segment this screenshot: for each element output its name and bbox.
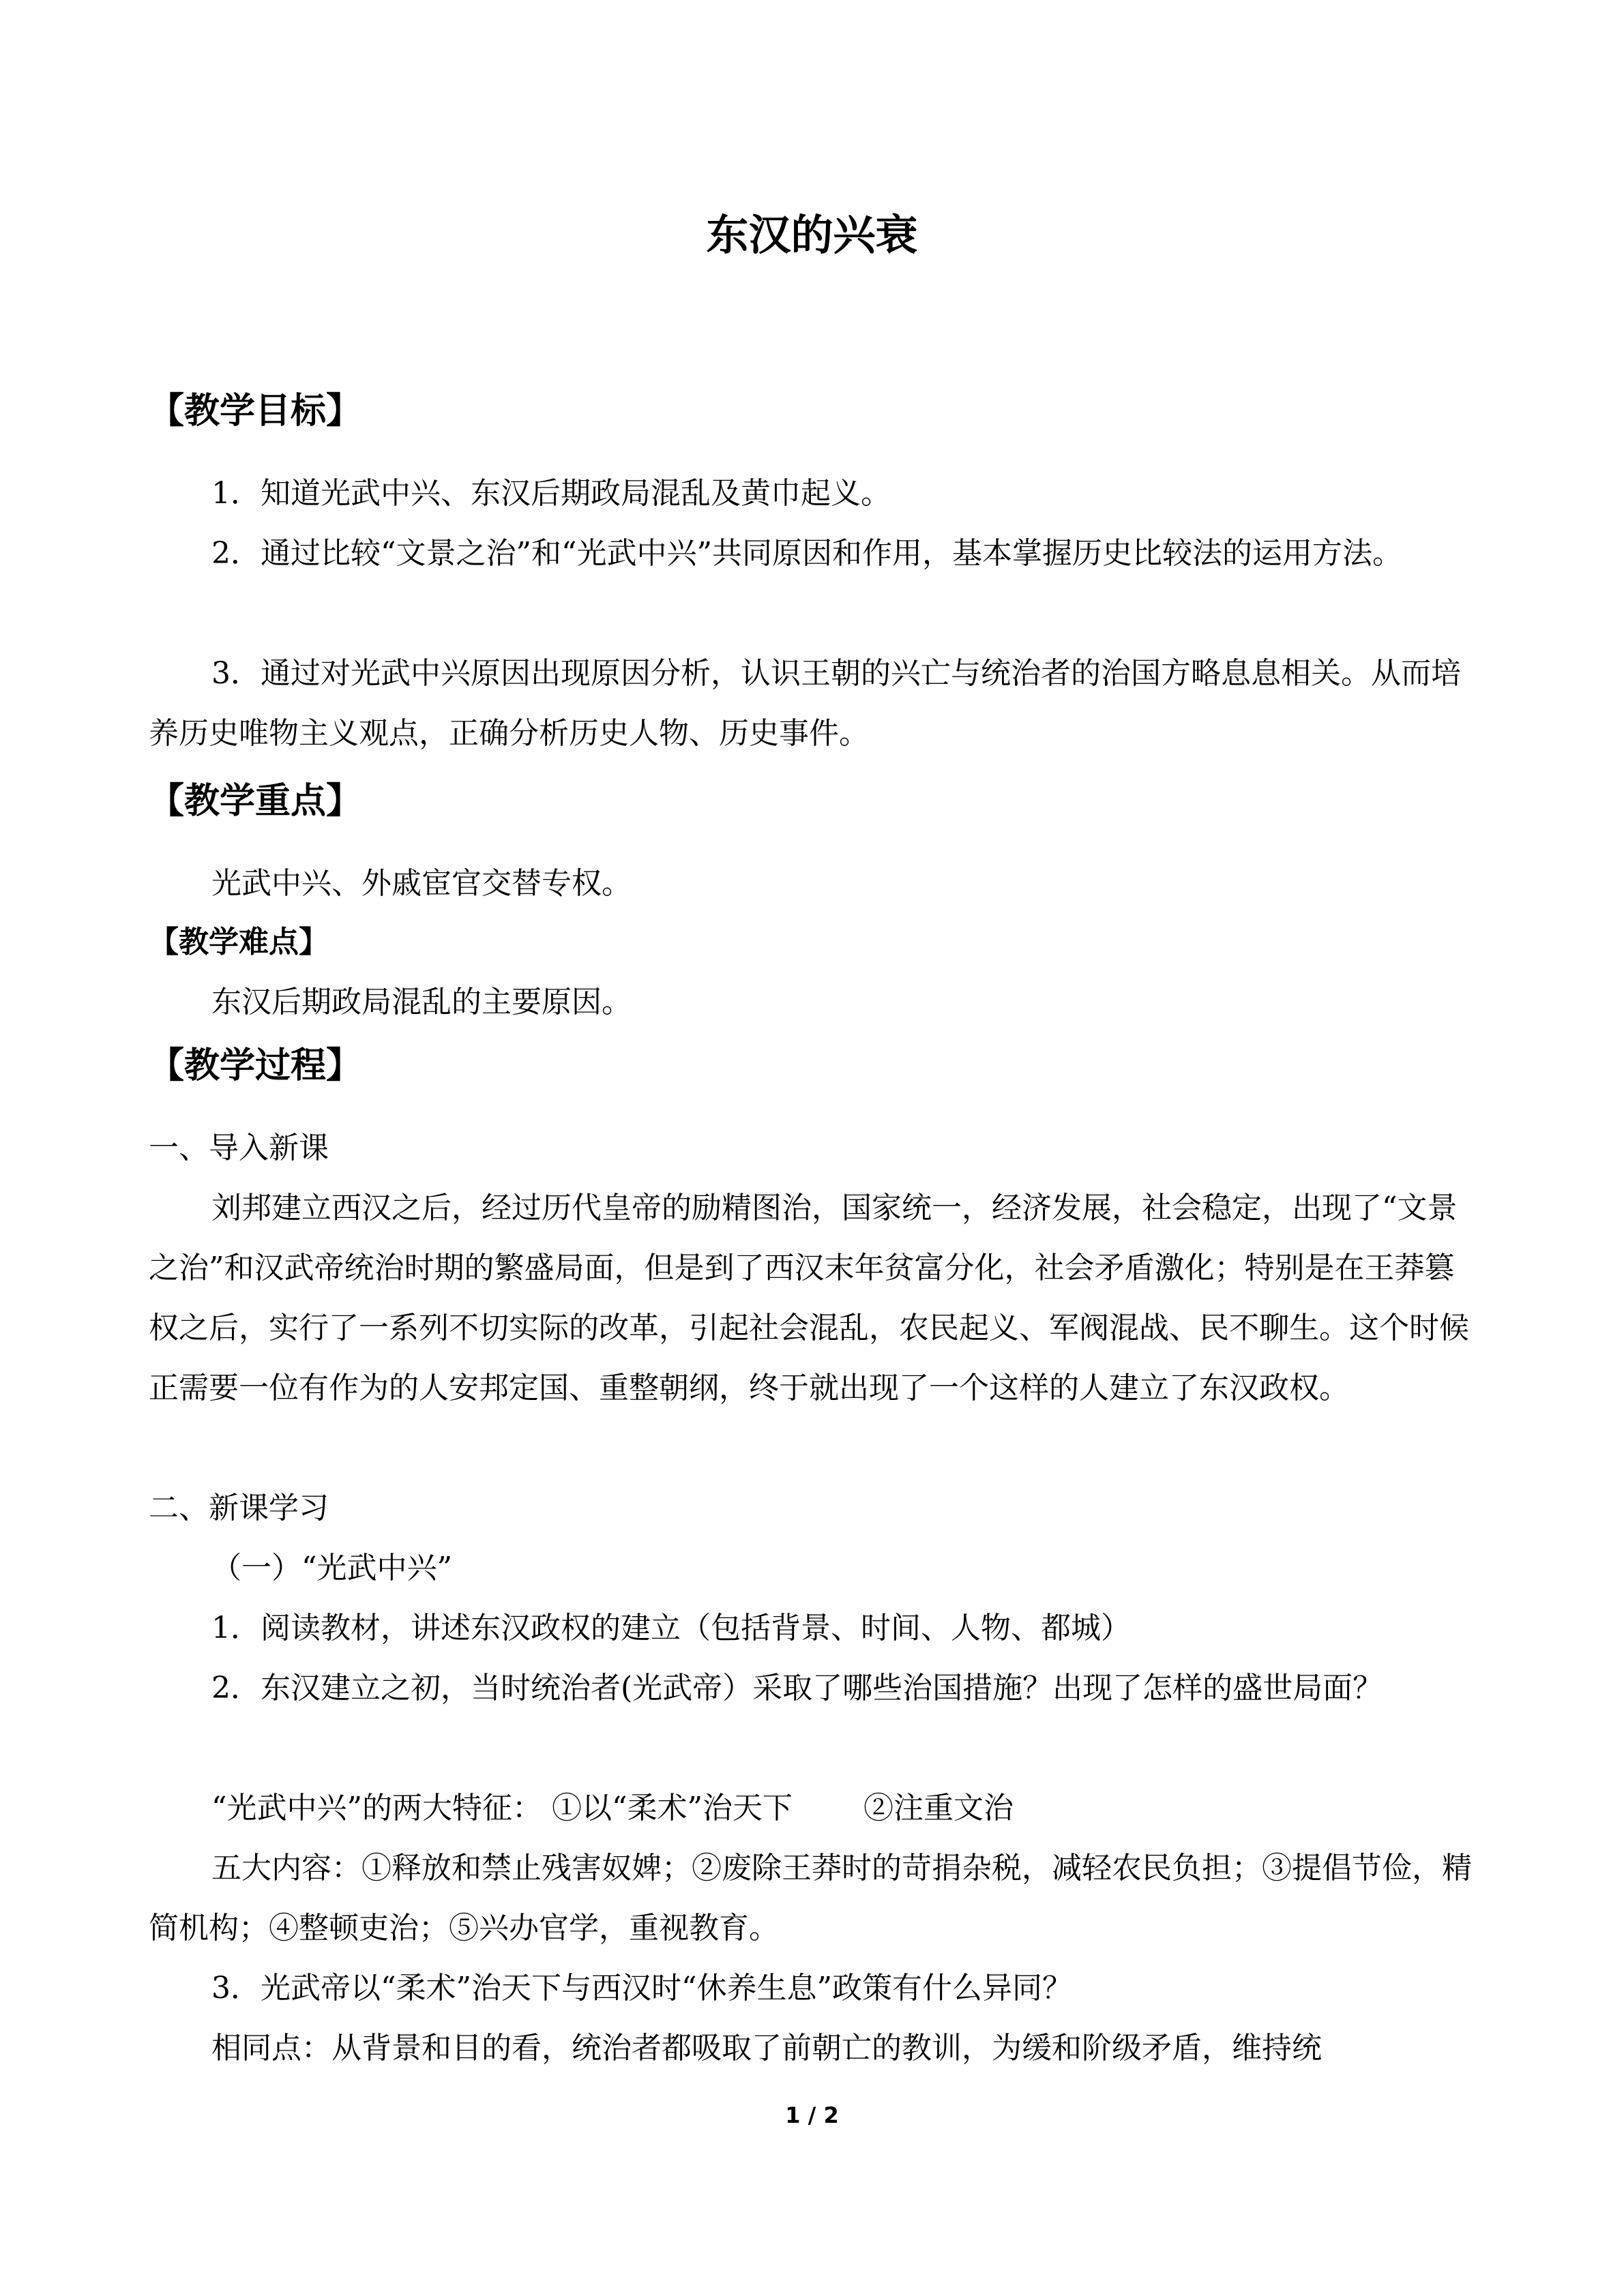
objective-item: 2．通过比较“文景之治”和“光武中兴”共同原因和作用，基本掌握历史比较法的运用方法。	[211, 536, 1402, 571]
similarity-text: 相同点：从背景和目的看，统治者都吸取了前朝亡的教训，为缓和阶级矛盾，维持统	[211, 2031, 1322, 2066]
new-lesson-heading: 二、新课学习	[149, 1491, 329, 1525]
feature-2: ②注重文治	[863, 1791, 1014, 1825]
features-line	[211, 1778, 1472, 1838]
page-title: 东汉的兴衰	[706, 210, 918, 260]
process-heading: 【教学过程】	[149, 1045, 362, 1086]
key-points-text: 光武中兴、外戚宦官交替专权。	[211, 866, 632, 901]
objectives-heading: 【教学目标】	[149, 391, 362, 432]
features-label: “光武中兴”的两大特征：	[211, 1791, 542, 1825]
difficulties-heading: 【教学难点】	[149, 925, 329, 959]
intro-heading: 一、导入新课	[149, 1131, 329, 1165]
sub-heading: （一）“光武中兴”	[211, 1551, 452, 1585]
contents-paragraph: 五大内容：①释放和禁止残害奴婢；②废除王莽时的苛捐杂税，减轻农民负担；③提倡节俭，精简机构；④整顿吏治；⑤兴办官学，重视教育。	[149, 1851, 1472, 1945]
objective-item: 1．知道光武中兴、东汉后期政局混乱及黄巾起义。	[211, 476, 891, 511]
question-2: 2．东汉建立之初，当时统治者(光武帝）采取了哪些治国措施？出现了怎样的盛世局面？	[211, 1671, 1383, 1705]
key-points-heading: 【教学重点】	[149, 781, 362, 822]
page-number: 1 / 2	[785, 2102, 839, 2128]
intro-paragraph: 刘邦建立西汉之后，经过历代皇帝的励精图治，国家统一，经济发展，社会稳定，出现了“文景之治”和汉武帝统治时期的繁盛局面，但是到了西汉末年贫富分化，社会矛盾激化；特别是在王莽篡权之后，实行了一系列不切实际的改革，引起社会混乱，农民起义、军阀混战、民不聊生。这个时候正需要一位有作为的人安邦定国、重整朝纲，终于就出现了一个这样的人建立了东汉政权。	[149, 1191, 1469, 1405]
question-1: 1．阅读教材，讲述东汉政权的建立（包括背景、时间、人物、都城）	[211, 1611, 1131, 1645]
difficulties-text: 东汉后期政局混乱的主要原因。	[211, 985, 632, 1019]
question-3: 3．光武帝以“柔术”治天下与西汉时“休养生息”政策有什么异同？	[211, 1971, 1072, 2006]
objective-item: 3．通过对光武中兴原因出现原因分析，认识王朝的兴亡与统治者的治国方略息息相关。从而培养历史唯物主义观点，正确分析历史人物、历史事件。	[149, 656, 1461, 751]
feature-1: ①以“柔术”治天下	[552, 1791, 793, 1825]
